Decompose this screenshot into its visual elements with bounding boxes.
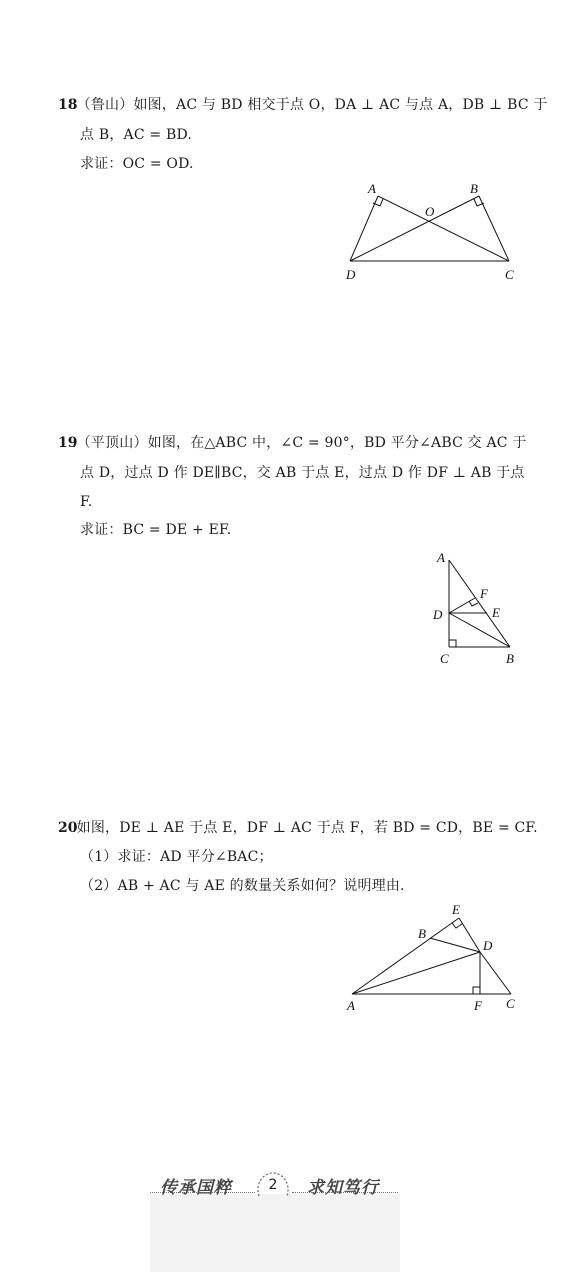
q20-text-line2: （1）求证：AD 平分∠BAC； xyxy=(80,849,273,865)
q20-label-C: C xyxy=(506,996,515,1011)
q20-text-line3: （2）AB + AC 与 AE 的数量关系如何？说明理由. xyxy=(80,878,405,894)
q18-label-A: A xyxy=(368,181,376,196)
q19-label-B: B xyxy=(506,651,514,666)
q18-number: 18 xyxy=(58,97,78,113)
q19-text-line4: 求证：BC = DE + EF. xyxy=(80,522,232,538)
q18-text-line3: 求证：OC = OD. xyxy=(80,156,194,172)
footer-slogan-left: 传承国粹 xyxy=(160,1178,232,1198)
q19-text-line2: 点 D，过点 D 作 DE∥BC，交 AB 于点 E，过点 D 作 DF ⊥ AB 于点 xyxy=(80,465,525,481)
q19-number: 19 xyxy=(58,435,78,451)
q20-number: 20 xyxy=(58,820,78,836)
q18-label-C: C xyxy=(505,267,514,282)
q19-label-A: A xyxy=(437,550,445,565)
q18-text-line2: 点 B，AC = BD. xyxy=(80,127,193,143)
q19-label-E: E xyxy=(492,605,500,620)
q18-label-O: O xyxy=(425,204,435,219)
q19-label-C: C xyxy=(440,651,449,666)
q18-text-line1: .（鲁山）如图，AC 与 BD 相交于点 O，DA ⊥ AC 与点 A，DB ⊥ BC 于 xyxy=(72,97,548,113)
q19-text-line1: .（平顶山）如图，在△ABC 中，∠C = 90°，BD 平分∠ABC 交 AC 于 xyxy=(72,435,527,451)
footer-slogan-right: 求知笃行 xyxy=(307,1178,379,1198)
q20-label-D: D xyxy=(483,938,493,953)
page-number: 2 xyxy=(268,1177,278,1193)
q19-label-D: D xyxy=(433,607,443,622)
q20-text-line1: .如图，DE ⊥ AE 于点 E，DF ⊥ AC 于点 F，若 BD = CD，BE = CF. xyxy=(72,820,538,836)
q20-label-F: F xyxy=(474,998,482,1013)
q19-text-line3: F. xyxy=(80,494,93,510)
footer-band xyxy=(150,1194,400,1272)
q20-label-B: B xyxy=(418,926,426,941)
q18-label-B: B xyxy=(470,181,478,196)
q19-label-F: F xyxy=(480,586,488,601)
q20-label-A: A xyxy=(347,998,355,1013)
q20-label-E: E xyxy=(452,902,460,917)
q18-label-D: D xyxy=(346,267,356,282)
